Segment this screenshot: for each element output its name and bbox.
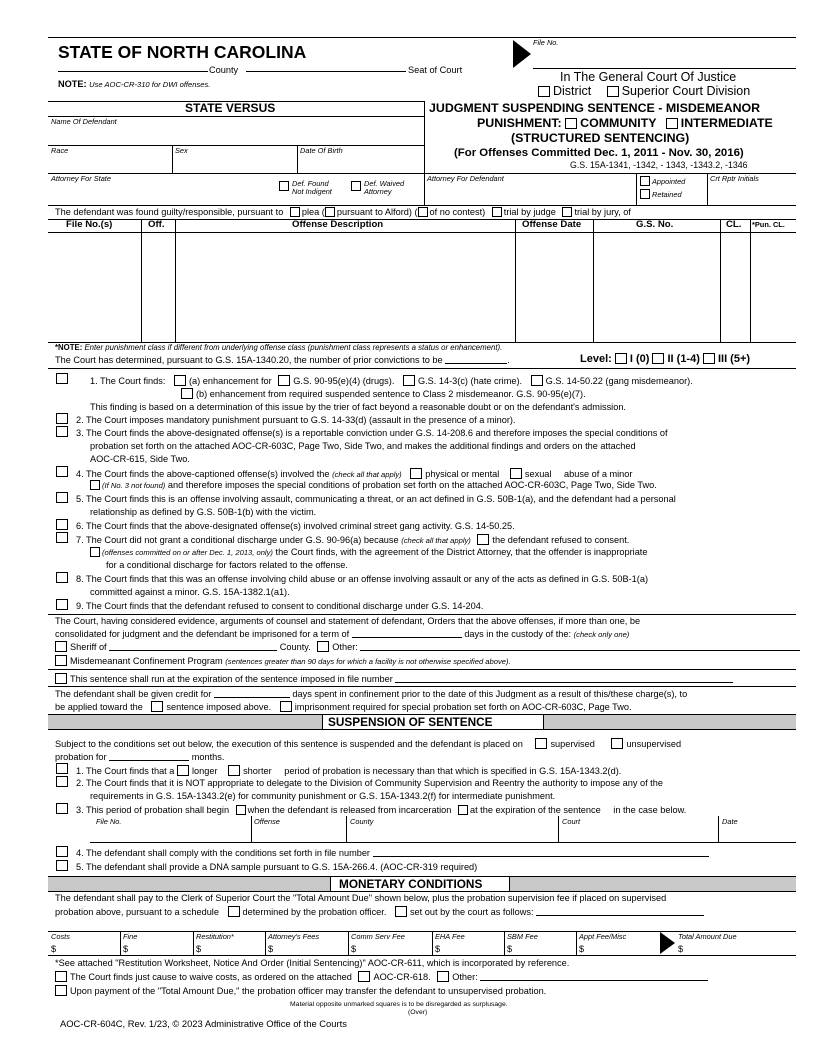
finding-2: 2. The Court imposes mandatory punishment pursuant to G.S. 14-33(d) (assault in the presence of a minor). [76,415,516,425]
f1b-label: (b) enhancement from required suspended sentence to Class 2 misdemeanor. G.S. 90-95(e)(7). [196,389,586,399]
state-title: STATE OF NORTH CAROLINA [58,42,307,62]
def-found-label: Def. Found Not Indigent [292,179,332,196]
fee-eha-label: EHA Fee [435,932,465,941]
expiration-label: This sentence shall run at the expiration of the sentence imposed in file number [70,674,393,684]
finding-3-line2: probation set forth on the attached AOC-CR-603C, Page Two, Side Two, and makes the additional findings and orders on the attached [90,441,636,451]
custody-other-input[interactable] [360,642,800,651]
f7-line3: for a conditional discharge for factors related to the offense. [106,560,348,570]
case-below: in the case below. [613,805,687,815]
suspension-5: 5. The defendant shall provide a DNA sample pursuant to G.S. 15A-266.4. (AOC-CR-319 required) [76,862,478,872]
longer-label: longer [191,766,218,776]
f1b-checkbox[interactable] [181,388,193,399]
finding-1-intro: 1. The Court finds: [90,376,166,386]
supervised-checkbox[interactable] [535,738,547,749]
waive-form-label: AOC-CR-618. [373,972,431,982]
f7-refused-label: the defendant refused to consent. [492,535,630,545]
finding-3-line3: AOC-CR-615, Side Two. [90,454,190,464]
f1-gang-checkbox[interactable] [531,375,543,386]
alford-label: pursuant to Alford) ( [336,207,418,217]
finding-4: 4. The Court finds the above-captioned offense(s) involved the [76,469,330,479]
prior-convictions: The Court has determined, pursuant to G.S. 15A-1340.20, the number of prior convictions to be [55,355,443,365]
at-expiration-checkbox[interactable] [458,805,468,815]
s3-col-file: File No. [96,817,122,826]
suspension-2-checkbox[interactable] [56,776,68,787]
fee-fine-dollar: $ [123,944,129,954]
prior-input[interactable] [445,355,507,364]
finding-5-line2: relationship as defined by G.S. 50B-1(b) with the victim. [90,507,317,517]
f7-dec-note: (offenses committed on or after Dec. 1, 2013, only) [102,548,273,557]
monetary-line2a: probation above, pursuant to a schedule [55,907,219,917]
fee-appt-label: Appt Fee/Misc [579,932,627,941]
mcp-note: (sentences greater than 90 days for which a facility is not otherwise specified above). [225,657,511,666]
f1-gang-label: G.S. 14-50.22 (gang misdemeanor). [545,376,693,386]
dob-label: Date Of Birth [300,146,343,155]
col-file-no: File No.(s) [66,219,113,230]
finding-6-checkbox[interactable] [56,519,68,530]
f7-dec-checkbox[interactable] [90,547,100,557]
intermediate-label: INTERMEDIATE [680,116,773,130]
months-input[interactable] [109,752,189,761]
schedule-court-checkbox[interactable] [395,906,407,917]
f4-sexual-checkbox[interactable] [510,468,522,479]
fee-costs-label: Costs [51,932,70,941]
finding-7-checkbox[interactable] [56,532,68,543]
finding-9-checkbox[interactable] [56,599,68,610]
level-label: Level: [580,353,612,365]
note2-text: Enter punishment class if different from underlying offense class (punishment class represents a status or enhancement). [84,343,503,352]
def-waived-label: Def. Waived Attorney [364,179,405,196]
months-label: months. [191,752,225,762]
defendant-name-label: Name Of Defendant [51,117,117,126]
shorter-label: shorter [243,766,272,776]
waive-form-checkbox[interactable] [358,971,370,982]
suspension-2-line1: 2. The Court finds that it is NOT appropriate to delegate to the Division of Community Supervision and Reentry the authority to impose any of the [76,778,663,788]
f4-line2: and therefore imposes the special conditions of probation set forth on the attached AOC-CR-603C, Page Two, Side Two. [167,480,657,490]
s4-file-input[interactable] [373,848,709,857]
check-one-note: (check only one) [573,630,630,639]
f1-basis: This finding is based on a determination of this issue by the trier of fact beyond a reasonable doubt or on the defendant's admission. [90,402,626,412]
suspension-3-checkbox[interactable] [56,803,68,814]
finding-4-checkbox[interactable] [56,466,68,477]
unsupervised-checkbox[interactable] [611,738,623,749]
district-checkbox[interactable] [538,86,550,97]
surplusage-note: Material opposite unmarked squares is to be disregarded as surplusage. [290,1001,508,1008]
fee-comm-serv-dollar: $ [351,944,357,954]
custody-line1: The Court, having considered evidence, arguments of counsel and statement of defendant, Orders that the above offenses, if more than one, be [55,616,641,626]
schedule-input[interactable] [536,907,704,916]
no-contest-label: of no contest) [429,207,486,217]
s3-col-court: Court [562,817,581,826]
f1-hate-label: G.S. 14-3(c) (hate crime). [417,376,523,386]
note2-label: *NOTE: [55,343,83,352]
offense-date-range: (For Offenses Committed Dec. 1, 2011 - Nov. 30, 2016) [454,147,744,159]
credit-line2a: be applied toward the [55,702,143,712]
retained-label: Retained [652,190,682,199]
county-input[interactable] [58,63,208,72]
suspension-intro: Subject to the conditions set out below, the execution of this sentence is suspended and the defendant is placed on [55,739,523,749]
shorter-checkbox[interactable] [228,765,240,776]
f1-drugs-checkbox[interactable] [278,375,290,386]
finding-3-checkbox[interactable] [56,426,68,437]
s3-col-offense: Offense [254,817,280,826]
monetary-line2c: set out by the court as follows: [409,907,534,917]
credit-line1b: days spent in confinement prior to the date of this Judgment as a result of this/these charge(s), to [292,689,688,699]
level-2-checkbox[interactable] [652,353,664,364]
fee-attorney-dollar: $ [268,944,274,954]
level-1-checkbox[interactable] [615,353,627,364]
finding-1-checkbox[interactable] [56,373,68,384]
sex-label: Sex [175,146,188,155]
released-checkbox[interactable] [236,805,246,815]
arrow-icon [513,40,533,68]
restitution-note: *See attached "Restitution Worksheet, Notice And Order (Initial Sentencing)" AOC-CR-611, which is incorporated by reference. [55,958,570,968]
credit-line2c: imprisonment required for special probation set forth on AOC-CR-603C, Page Two. [294,702,632,712]
monetary-line2b: determined by the probation officer. [242,907,387,917]
monetary-heading: MONETARY CONDITIONS [339,877,483,891]
f1-drugs-label: G.S. 90-95(e)(4) (drugs). [293,376,395,386]
s3-col-county: County [350,817,374,826]
sheriff-county: County. [279,642,311,652]
credit-sentence-checkbox[interactable] [151,701,163,712]
county-label: County [209,65,239,75]
custody-line2b: days in the custody of the: [464,629,572,639]
term-input[interactable] [352,629,462,638]
def-found-checkbox[interactable] [279,181,289,191]
level-2-label: II (1-4) [667,353,700,365]
fee-appt-dollar: $ [579,944,585,954]
waive-label: The Court finds just cause to waive costs, as ordered on the attached [70,972,352,982]
plea-label: plea ( [301,207,325,217]
schedule-po-checkbox[interactable] [228,906,240,917]
suspension-1b: period of probation is necessary than that which is specified in G.S. 15A-1343.2(d). [284,766,622,776]
f7-check-note: (check all that apply) [401,536,471,545]
suspension-5-checkbox[interactable] [56,860,68,871]
community-checkbox[interactable] [565,118,577,129]
col-gs-no: G.S. No. [636,219,674,230]
suspension-heading: SUSPENSION OF SENTENCE [328,715,493,729]
fee-sbm-dollar: $ [507,944,513,954]
col-pun-cl: *Pun. CL. [752,220,785,229]
f1-hate-checkbox[interactable] [403,375,415,386]
f4-physical-label: physical or mental [425,469,500,479]
f7-line2: the Court finds, with the agreement of the District Attorney, that the offender is inappropriate [275,547,648,557]
waive-other-checkbox[interactable] [437,971,449,982]
suspension-1-checkbox[interactable] [56,763,68,774]
jury-label: trial by jury, of [574,207,631,217]
intermediate-checkbox[interactable] [666,118,678,129]
transfer-label: Upon payment of the "Total Amount Due," the probation officer may transfer the defendant to unsupervised probation. [70,986,547,996]
credit-input[interactable] [214,689,290,698]
finding-3-line1: 3. The Court finds the above-designated offense(s) is a reportable conviction under G.S. 14-208.6 and therefore imposes the special conditions of [76,428,668,438]
finding-2-checkbox[interactable] [56,413,68,424]
f4-abuse-label: abuse of a minor [564,469,633,479]
level-3-label: III (5+) [717,353,751,365]
court-title: In The General Court Of Justice [560,70,737,84]
total-arrow-icon [660,932,676,954]
plea-intro: The defendant was found guilty/responsible, pursuant to [55,207,284,217]
fee-sbm-label: SBM Fee [507,932,538,941]
level-3-checkbox[interactable] [703,353,715,364]
released-label: when the defendant is released from incarceration [247,805,452,815]
fee-fine-label: Fine [123,932,138,941]
fee-restitution-label: Restitution* [196,932,234,941]
structured-sentencing: (STRUCTURED SENTENCING) [511,131,690,145]
appointed-label: Appointed [652,177,686,186]
note-text: Use AOC-CR-310 for DWI offenses. [89,80,211,89]
fee-restitution-dollar: $ [196,944,202,954]
form-id: AOC-CR-604C, Rev. 1/23, © 2023 Administrative Office of the Courts [60,1018,347,1029]
fee-comm-serv-label: Comm Serv Fee [351,932,405,941]
retained-checkbox[interactable] [640,189,650,199]
supervised-label: supervised [550,739,595,749]
expiration-checkbox[interactable] [55,673,67,684]
probation-for: probation for [55,752,107,762]
f4-not-checkbox[interactable] [90,480,100,490]
judge-label: trial by judge [503,207,556,217]
col-description: Offense Description [292,219,384,230]
finding-5-line1: 5. The Court finds this is an offense involving assault, communicating a threat, or an act defined in G.S. 50B-1(a), and the defendant had a personal [76,494,676,504]
level-1-label: I (0) [629,353,650,365]
f4-sexual-label: sexual [524,469,552,479]
fee-eha-dollar: $ [435,944,441,954]
file-no-label: File No. [533,38,559,47]
plea-checkbox[interactable] [290,207,300,217]
credit-imprisonment-checkbox[interactable] [280,701,292,712]
waive-other-label: Other: [452,972,478,982]
judge-checkbox[interactable] [492,207,502,217]
superior-label: Superior Court Division [621,84,751,98]
suspension-2-line2: requirements in G.S. 15A-1343.2(e) for community punishment or G.S. 15A-1343.2(f) for intermediate punishment. [90,791,556,801]
transfer-checkbox[interactable] [55,985,67,996]
statute-ref: G.S. 15A-1341, -1342, - 1343, -1343.2, -1346 [570,160,748,170]
custody-other-checkbox[interactable] [317,641,329,652]
appointed-checkbox[interactable] [640,176,650,186]
fee-attorney-label: Attorney's Fees [268,932,320,941]
race-label: Race [51,146,69,155]
alford-checkbox[interactable] [325,207,335,217]
f1a-checkbox[interactable] [174,375,186,386]
fee-total-label: Total Amount Due [678,932,737,941]
def-waived-checkbox[interactable] [351,181,361,191]
suspension-4-checkbox[interactable] [56,846,68,857]
no-contest-checkbox[interactable] [418,207,428,217]
note-label: NOTE: [58,79,87,89]
credit-line2b: sentence imposed above. [166,702,272,712]
over-note: (Over) [408,1009,428,1016]
finding-5-checkbox[interactable] [56,492,68,503]
longer-checkbox[interactable] [177,765,189,776]
f4-not-note: (If No. 3 not found) [102,481,166,490]
f7-refused-checkbox[interactable] [477,534,489,545]
sheriff-checkbox[interactable] [55,641,67,652]
col-cl: CL. [726,219,742,230]
finding-9: 9. The Court finds that the defendant refused to consent to conditional discharge under G.S. 14-204. [76,601,484,611]
finding-6: 6. The Court finds that the above-designated offense(s) involved criminal street gang activity. G.S. 14-50.25. [76,521,515,531]
custody-other-label: Other: [332,642,358,652]
s3-col-date: Date [722,817,738,826]
col-off: Off. [148,219,165,230]
atty-def-label: Attorney For Defendant [427,174,504,183]
district-label: District [553,84,592,98]
seat-label: Seat of Court [408,65,463,75]
waive-other-input[interactable] [480,972,708,981]
community-label: COMMUNITY [580,116,657,130]
suspension-4: 4. The defendant shall comply with the conditions set forth in file number [76,848,370,858]
superior-checkbox[interactable] [607,86,619,97]
monetary-line1: The defendant shall pay to the Clerk of Superior Court the "Total Amount Due" shown below, plus the probation supervision fee if placed on supervised [55,893,667,903]
credit-line1a: The defendant shall be given credit for [55,689,212,699]
fee-total-dollar: $ [678,944,684,954]
atty-state-label: Attorney For State [51,174,111,183]
crt-rptr-label: Crt Rptr Initials [710,174,759,183]
punishment-label: PUNISHMENT: [477,116,562,130]
col-offense-date: Offense Date [522,219,582,230]
waive-checkbox[interactable] [55,971,67,982]
suspension-3a: 3. This period of probation shall begin [76,805,230,815]
mcp-checkbox[interactable] [55,655,67,666]
seat-input[interactable] [246,63,406,72]
f4-check-note: (check all that apply) [332,470,402,479]
fee-costs-dollar: $ [51,944,57,954]
judgment-title: JUDGMENT SUSPENDING SENTENCE - MISDEMEANOR [429,101,761,115]
finding-7: 7. The Court did not grant a conditional discharge under G.S. 90-96(a) because [76,535,399,545]
f4-physical-checkbox[interactable] [410,468,422,479]
unsupervised-label: unsupervised [626,739,682,749]
at-expiration-label: at the expiration of the sentence [469,805,601,815]
sheriff-input[interactable] [109,642,277,651]
finding-8-checkbox[interactable] [56,572,68,583]
f1a-label: (a) enhancement for [188,376,272,386]
sheriff-label: Sheriff of [70,642,107,652]
custody-line2a: consolidated for judgment and the defendant be imprisoned for a term of [55,629,350,639]
state-versus: STATE VERSUS [185,101,276,115]
expiration-input[interactable] [395,674,733,683]
mcp-label: Misdemeanant Confinement Program [70,656,223,666]
jury-checkbox[interactable] [562,207,572,217]
finding-8-line2: committed against a minor. G.S. 15A-1382.1(a1). [90,587,290,597]
finding-8-line1: 8. The Court finds that this was an offense involving child abuse or an offense involving assault or any of the acts as defined in G.S. 50B-1(a) [76,574,649,584]
suspension-1a: 1. The Court finds that a [76,766,175,776]
